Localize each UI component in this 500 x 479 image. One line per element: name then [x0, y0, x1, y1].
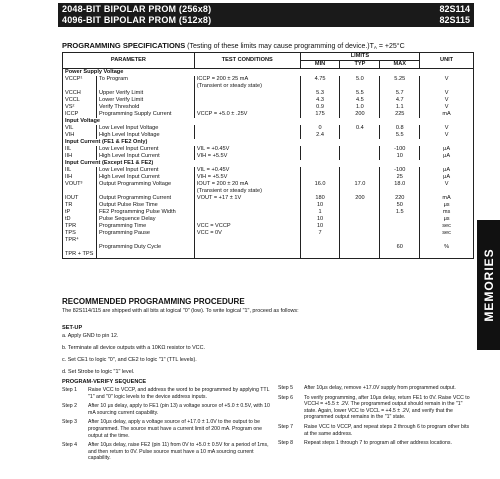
spec-group-label: Input Current (FE1 & FE2 Only) [63, 139, 474, 146]
setup-heading: SET-UP [62, 325, 83, 331]
spec-min: 2.4 [300, 132, 340, 139]
spec-unit: V [420, 104, 474, 111]
spec-group-label: Input Current (Except FE1 & FE2) [63, 160, 474, 167]
step-item [62, 442, 272, 462]
spec-parameter: High Level Input Voltage [96, 132, 194, 139]
spec-min: 7 [300, 230, 340, 237]
spec-min: 4.3 [300, 97, 340, 104]
col-header-min: MIN [300, 61, 340, 69]
spec-typ [340, 237, 380, 244]
spec-typ [340, 132, 380, 139]
spec-min: 10 [300, 216, 340, 223]
spec-row [63, 125, 474, 132]
spec-min [300, 167, 340, 174]
spec-max [380, 237, 420, 244]
spec-symbol: VCCP¹ [63, 76, 97, 83]
spec-unit: μs [420, 216, 474, 223]
spec-parameter: Low Level Input Current [96, 167, 194, 174]
spec-min: 1 [300, 209, 340, 216]
spec-max: 225 [380, 111, 420, 118]
spec-typ [340, 146, 380, 153]
spec-max: 1.1 [380, 104, 420, 111]
spec-parameter: Verify Threshold [96, 104, 194, 111]
spec-parameter: FE2 Programming Pulse Width [96, 209, 194, 216]
spec-row [63, 244, 474, 251]
spec-unit: mA [420, 111, 474, 118]
header-part-1: 82S114 [439, 4, 470, 14]
spec-symbol [63, 244, 97, 251]
spec-symbol: TPR [63, 223, 97, 230]
step-item [278, 440, 474, 447]
spec-condition [194, 216, 300, 223]
spec-unit: sec [420, 223, 474, 230]
spec-unit [420, 251, 474, 259]
spec-symbol: tP [63, 209, 97, 216]
col-header-parameter: PARAMETER [63, 53, 195, 69]
spec-parameter: Output Programming Voltage [96, 181, 194, 188]
spec-row [63, 97, 474, 104]
spec-heading-note-sub: A [373, 45, 377, 50]
spec-row [63, 251, 474, 259]
spec-parameter: Low Level Input Voltage [96, 125, 194, 132]
spec-condition [194, 90, 300, 97]
spec-symbol: VIL [63, 125, 97, 132]
spec-unit: V [420, 132, 474, 139]
spec-unit [420, 83, 474, 90]
spec-symbol: IIH [63, 153, 97, 160]
step-item [278, 395, 474, 421]
spec-min [300, 174, 340, 181]
spec-row [63, 174, 474, 181]
spec-max: 5.7 [380, 90, 420, 97]
spec-row [63, 195, 474, 202]
spec-min [300, 153, 340, 160]
spec-symbol [63, 188, 97, 195]
spec-parameter: Programming Supply Current [96, 111, 194, 118]
spec-unit: V [420, 181, 474, 188]
spec-unit: ms [420, 209, 474, 216]
spec-typ [340, 153, 380, 160]
spec-parameter [96, 83, 194, 90]
spec-symbol: IIL [63, 167, 97, 174]
spec-row [63, 104, 474, 111]
spec-max: -100 [380, 167, 420, 174]
spec-parameter [96, 237, 194, 244]
spec-min [300, 146, 340, 153]
spec-typ: 200 [340, 195, 380, 202]
spec-typ [340, 230, 380, 237]
spec-unit [420, 237, 474, 244]
setup-list [62, 333, 242, 381]
step-label: Step 4 [62, 442, 77, 449]
spec-min [300, 188, 340, 195]
spec-parameter: Programming Duty Cycle [96, 244, 194, 251]
spec-condition: VCCP = +5.0 ± .25V [194, 111, 300, 118]
spec-max: 0.8 [380, 125, 420, 132]
spec-min [300, 83, 340, 90]
spec-row [63, 111, 474, 118]
spec-typ: 5.5 [340, 90, 380, 97]
spec-max: 5.25 [380, 76, 420, 83]
spec-unit: μA [420, 153, 474, 160]
steps-left-column [62, 387, 272, 465]
spec-condition [194, 202, 300, 209]
spec-typ: 4.5 [340, 97, 380, 104]
header-title-1: 2048-BIT BIPOLAR PROM (256x8) [62, 4, 212, 14]
page-header-bar [58, 3, 474, 27]
spec-condition: VCC = VCCP [194, 223, 300, 230]
spec-parameter: Output Pulse Rise Time [96, 202, 194, 209]
spec-max [380, 83, 420, 90]
spec-max [380, 230, 420, 237]
spec-condition: (Transient or steady state) [194, 83, 300, 90]
spec-condition [194, 209, 300, 216]
spec-parameter: Low Level Input Current [96, 146, 194, 153]
spec-heading-bold: PROGRAMMING SPECIFICATIONS [62, 41, 186, 50]
header-part-2: 82S115 [439, 15, 470, 25]
spec-max: 18.0 [380, 181, 420, 188]
step-label: Step 3 [62, 419, 77, 426]
spec-unit: V [420, 97, 474, 104]
spec-max: 60 [380, 244, 420, 251]
spec-parameter: Programming Time [96, 223, 194, 230]
spec-parameter: High Level Input Current [96, 153, 194, 160]
step-item [278, 424, 474, 437]
spec-parameter [96, 188, 194, 195]
spec-min: 0.9 [300, 104, 340, 111]
spec-symbol: TPR⁴ [63, 237, 97, 244]
col-header-unit: UNIT [420, 53, 474, 69]
spec-condition: VIL = +0.45V [194, 146, 300, 153]
spec-min: 10 [300, 223, 340, 230]
spec-symbol: IIL [63, 146, 97, 153]
spec-typ [340, 216, 380, 223]
spec-unit: μs [420, 202, 474, 209]
spec-row [63, 153, 474, 160]
spec-condition [194, 237, 300, 244]
recommended-procedure-title: RECOMMENDED PROGRAMMING PROCEDURE [62, 297, 245, 306]
spec-symbol: VCCH [63, 90, 97, 97]
spec-min: 180 [300, 195, 340, 202]
spec-symbol: IOUT [63, 195, 97, 202]
spec-max: 50 [380, 202, 420, 209]
spec-typ [340, 188, 380, 195]
spec-min: 0 [300, 125, 340, 132]
step-text: Raise VCC to VCCP, and repeat steps 2 through 6 to program other bits at the same address. [304, 423, 470, 437]
spec-condition: VCC = 0V [194, 230, 300, 237]
recommended-intro: The 82S114/115 are shipped with all bits at logical "0" (low). To write logical "1", proceed as follows: [62, 308, 299, 314]
spec-condition [194, 104, 300, 111]
spec-typ: 200 [340, 111, 380, 118]
setup-item: d. Set Strobe to logic "1" level. [62, 369, 135, 375]
spec-row [63, 132, 474, 139]
spec-group-label: Power Supply Voltage [63, 69, 474, 77]
spec-max [380, 251, 420, 259]
spec-unit: V [420, 125, 474, 132]
col-header-test-conditions: TEST CONDITIONS [194, 53, 300, 69]
col-header-typ: TYP [340, 61, 380, 69]
spec-row [63, 146, 474, 153]
spec-symbol: VS² [63, 104, 97, 111]
spec-symbol: TR [63, 202, 97, 209]
spec-unit: mA [420, 195, 474, 202]
spec-group-row [63, 118, 474, 125]
spec-min [300, 237, 340, 244]
spec-heading-note: (Testing of these limits may cause programming of device.)T [187, 43, 374, 50]
spec-max: 1.5 [380, 209, 420, 216]
header-title-2: 4096-BIT BIPOLAR PROM (512x8) [62, 15, 212, 25]
spec-unit: μA [420, 146, 474, 153]
spec-typ: 17.0 [340, 181, 380, 188]
spec-condition [194, 251, 300, 259]
spec-unit: % [420, 244, 474, 251]
spec-symbol: VIH [63, 132, 97, 139]
spec-row [63, 216, 474, 223]
spec-min: 16.0 [300, 181, 340, 188]
spec-typ [340, 209, 380, 216]
spec-min: 175 [300, 111, 340, 118]
spec-row [63, 223, 474, 230]
spec-condition: ICCP = 200 ± 25 mA [194, 76, 300, 83]
spec-condition [194, 244, 300, 251]
spec-unit: sec [420, 230, 474, 237]
spec-group-label: Input Voltage [63, 118, 474, 125]
spec-parameter: Pulse Sequence Delay [96, 216, 194, 223]
step-text: After 10 μs delay, apply to FE1 (pin 13) a voltage source of +5.0 ± 0.5V, with 10 mA sourcing current capability. [88, 403, 270, 416]
step-text: After 10μs delay, raise FE2 (pin 11) from 0V to +5.0 ± 0.5V for a period of 1ms, and then return to 0V. Pulse source must have a 10 mA sourcing current capability. [88, 442, 269, 462]
spec-symbol: TPS [63, 230, 97, 237]
col-header-limits: LIMITS [300, 53, 420, 61]
program-verify-heading: PROGRAM-VERIFY SEQUENCE [62, 379, 147, 385]
step-text: To verify programming, after 10μs delay, return FE1 to 0V. Raise VCC to VCCH = +5.5 ± .2V. The programmed output should remain in the "1" state. Again, lower VCC to VCCL = +4.5 ± .2V, and verify that the programmed output remains in the "1" state. [304, 394, 470, 421]
spec-typ: 0.4 [340, 125, 380, 132]
step-label: Step 5 [278, 385, 293, 391]
spec-group-row [63, 139, 474, 146]
spec-min: 10 [300, 202, 340, 209]
step-label: Step 1 [62, 387, 77, 393]
spec-row [63, 83, 474, 90]
spec-condition: VIH = +5.5V [194, 174, 300, 181]
spec-parameter: Output Programming Current [96, 195, 194, 202]
step-item [278, 385, 474, 392]
spec-group-row [63, 160, 474, 167]
spec-typ: 5.0 [340, 76, 380, 83]
spec-parameter: To Program [96, 76, 194, 83]
spec-symbol: IIH [63, 174, 97, 181]
spec-symbol: VCCL [63, 97, 97, 104]
spec-symbol: ICCP [63, 111, 97, 118]
spec-symbol: VOUT³ [63, 181, 97, 188]
step-text: Repeat steps 1 through 7 to program all other address locations. [304, 440, 452, 447]
spec-min [300, 244, 340, 251]
spec-max [380, 216, 420, 223]
spec-max: 10 [380, 153, 420, 160]
setup-item: a. Apply GND to pin 12. [62, 333, 119, 339]
spec-max [380, 223, 420, 230]
spec-symbol: TPR + TPS [63, 251, 97, 259]
spec-symbol [63, 83, 97, 90]
step-label: Step 6 [278, 394, 293, 401]
spec-typ [340, 223, 380, 230]
side-tab-label: MEMORIES [481, 248, 496, 322]
spec-parameter: High Level Input Current [96, 174, 194, 181]
spec-max: 25 [380, 174, 420, 181]
spec-parameter: Lower Verify Limit [96, 97, 194, 104]
spec-unit: μA [420, 174, 474, 181]
spec-condition [194, 97, 300, 104]
step-text: Raise VCC to VCCP, and address the word to be programmed by applying TTL "1" and "0" logic levels to the device address inputs. [88, 387, 270, 400]
spec-condition: VOUT = +17 ± 1V [194, 195, 300, 202]
spec-parameter: Programming Pause [96, 230, 194, 237]
spec-typ [340, 202, 380, 209]
spec-max: 220 [380, 195, 420, 202]
spec-typ [340, 174, 380, 181]
step-label: Step 8 [278, 440, 293, 447]
step-item [62, 403, 272, 416]
spec-unit: V [420, 76, 474, 83]
spec-min [300, 251, 340, 259]
spec-row [63, 188, 474, 195]
spec-table-body [63, 69, 474, 259]
spec-heading-note-tail: = +25°C [376, 43, 405, 50]
spec-typ [340, 251, 380, 259]
programming-spec-table [62, 52, 474, 259]
spec-min: 4.75 [300, 76, 340, 83]
step-text: After 10μs delay, remove +17.0V supply from programmed output. [304, 385, 456, 391]
step-label: Step 7 [278, 423, 293, 430]
spec-row [63, 237, 474, 244]
steps-right-column [278, 385, 474, 450]
spec-parameter [96, 251, 194, 259]
step-label: Step 2 [62, 403, 77, 410]
setup-item: b. Terminate all device outputs with a 10KΩ resistor to VCC. [62, 345, 205, 351]
spec-condition: VIH = +5.5V [194, 153, 300, 160]
step-text: After 10μs delay, apply a voltage source of +17.0 ± 1.0V to the output to be programmed. The source must have a current limit of 200 mA. Program one output at the time. [88, 419, 263, 439]
spec-min: 5.3 [300, 90, 340, 97]
spec-condition: IOUT = 200 ± 20 mA [194, 181, 300, 188]
spec-row [63, 90, 474, 97]
spec-condition: VIL = +0.45V [194, 167, 300, 174]
section-side-tab [477, 220, 500, 350]
spec-symbol: tD [63, 216, 97, 223]
spec-typ [340, 244, 380, 251]
spec-max: 5.5 [380, 132, 420, 139]
spec-row [63, 167, 474, 174]
spec-max: 4.7 [380, 97, 420, 104]
spec-heading [62, 41, 405, 50]
spec-max: -100 [380, 146, 420, 153]
col-header-max: MAX [380, 61, 420, 69]
spec-unit: V [420, 90, 474, 97]
step-item [62, 387, 272, 400]
spec-condition [194, 132, 300, 139]
spec-condition: (Transient or steady state) [194, 188, 300, 195]
spec-row [63, 230, 474, 237]
spec-typ [340, 167, 380, 174]
spec-row [63, 181, 474, 188]
spec-max [380, 188, 420, 195]
spec-unit [420, 188, 474, 195]
spec-typ [340, 83, 380, 90]
setup-item: c. Set CE1 to logic "0", and CE2 to logic "1" (TTL levels). [62, 357, 197, 363]
spec-row [63, 76, 474, 83]
spec-unit: μA [420, 167, 474, 174]
spec-row [63, 209, 474, 216]
spec-group-row [63, 69, 474, 77]
spec-row [63, 202, 474, 209]
spec-typ: 1.0 [340, 104, 380, 111]
spec-parameter: Upper Verify Limit [96, 90, 194, 97]
spec-condition [194, 125, 300, 132]
step-item [62, 419, 272, 439]
